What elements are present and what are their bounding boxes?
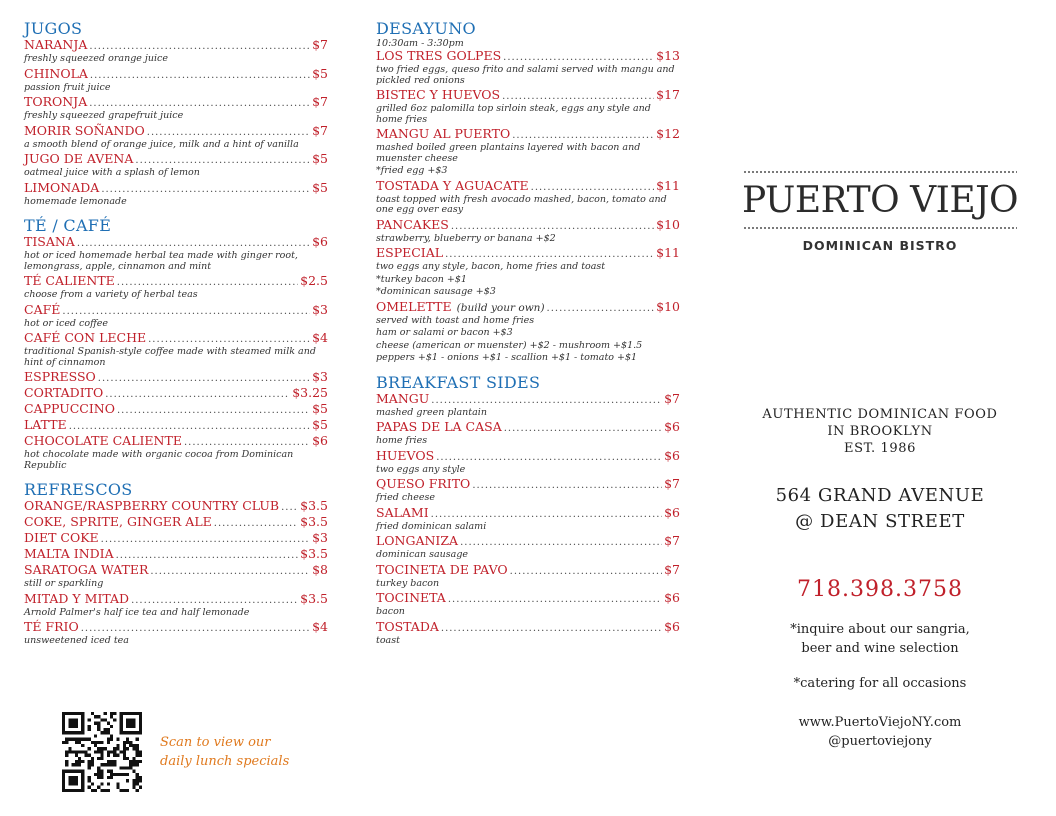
menu-item [376, 449, 680, 476]
dot-leader [184, 436, 310, 450]
item-price: $3 [312, 301, 328, 317]
menu-item [376, 420, 680, 447]
item-name: TOSTADA [376, 618, 439, 634]
menu-item [24, 67, 328, 94]
menu-item [24, 515, 328, 531]
dot-leader [148, 333, 310, 347]
dot-leader [116, 549, 299, 563]
item-description: served with toast and home fries [376, 314, 535, 326]
item-name: MITAD Y MITAD [24, 590, 130, 606]
item-price: $7 [312, 122, 328, 138]
menu-item [24, 95, 328, 122]
dot-leader [62, 305, 310, 319]
item-description: home fries [376, 435, 428, 446]
menu-item-row [24, 434, 328, 450]
dot-leader [502, 90, 654, 104]
menu-item [376, 88, 680, 125]
section-title: TÉ / CAFÉ [24, 216, 112, 235]
menu-item-row [376, 218, 680, 234]
menu-item [24, 235, 328, 272]
item-price: $6 [312, 234, 328, 249]
menu-item [376, 218, 680, 245]
dot-leader [445, 248, 654, 262]
menu-item [376, 179, 680, 216]
menu-item [376, 300, 680, 364]
menu-item-row [24, 181, 328, 197]
item-price: $4 [312, 619, 328, 634]
menu-item [24, 38, 328, 65]
item-description: traditional Spanish-style coffee made with steamed milk and hint of cinnamon [24, 346, 316, 368]
item-name: SARATOGA WATER [24, 562, 149, 577]
item-description: ham or salami or bacon +$3 [376, 327, 513, 338]
item-price: $11 [656, 177, 680, 193]
menu-item-row [376, 300, 680, 316]
item-price: $5 [312, 401, 328, 416]
tagline [730, 406, 1030, 457]
qr-caption-line: daily lunch specials [160, 754, 290, 769]
inquire-line: beer and wine selection [801, 641, 959, 656]
menu-item [24, 592, 328, 619]
item-name: OMELETTE [376, 298, 452, 314]
menu-item [24, 418, 328, 434]
menu-item [376, 246, 680, 298]
menu-item-row [24, 515, 328, 531]
item-name: CORTADITO [24, 385, 104, 400]
section-title: BREAKFAST SIDES [376, 372, 541, 392]
menu-item-row [24, 592, 328, 608]
item-price: $6 [664, 447, 680, 463]
menu-item-row [376, 449, 680, 465]
item-price: $3 [312, 369, 328, 384]
item-description: fried cheese [376, 492, 435, 503]
item-description: passion fruit juice [24, 81, 111, 93]
menu-item-row [376, 534, 680, 550]
item-name: PAPAS DE LA CASA [376, 419, 502, 434]
item-description: homemade lemonade [24, 195, 127, 207]
menu-item [376, 477, 680, 504]
menu-item-row [376, 591, 680, 607]
menu-item-row [24, 620, 328, 636]
item-name: TOCINETA [376, 590, 446, 605]
item-price: $7 [312, 37, 328, 52]
item-description: *dominican sausage +$3 [376, 286, 496, 297]
menu-item [24, 274, 328, 301]
item-description: mashed boiled green plantains layered with bacon and muenster cheese [376, 142, 641, 164]
menu-item-row [24, 38, 328, 54]
item-description: hot chocolate made with organic cocoa from Dominican Republic [24, 449, 294, 471]
item-name: NARANJA [24, 37, 88, 52]
menu-item-row [376, 620, 680, 636]
dot-leader [117, 276, 298, 290]
item-name: CHINOLA [24, 65, 88, 81]
address-line: @ DEAN STREET [795, 511, 965, 532]
dot-leader [77, 237, 310, 251]
menu-item-row [376, 563, 680, 579]
logo-subtitle: DOMINICAN BISTRO [802, 238, 958, 253]
menu-item [24, 124, 328, 151]
dot-leader [460, 536, 662, 550]
menu-item [24, 181, 328, 208]
menu-item-row [24, 370, 328, 386]
qr-code[interactable] [62, 712, 142, 792]
item-description: fried dominican salami [376, 520, 487, 532]
item-description: hot or iced coffee [24, 317, 109, 329]
menu-item [24, 152, 328, 179]
menu-item-row [376, 127, 680, 143]
menu-item [376, 127, 680, 177]
item-name: PANCAKES [376, 216, 449, 232]
inquire-line: *inquire about our sangria, [790, 622, 970, 637]
website-link[interactable]: www.PuertoViejoNY.com [798, 715, 962, 730]
inquire-note [730, 620, 1030, 658]
menu-item [24, 499, 328, 515]
item-price: $3.5 [300, 498, 328, 513]
menu-item [24, 547, 328, 563]
item-description: grilled 6oz palomilla top sirloin steak, eggs any style and home fries [376, 103, 651, 125]
item-name: CHOCOLATE CALIENTE [24, 433, 182, 448]
item-price: $7 [664, 390, 680, 406]
item-name: CAFÉ [24, 301, 61, 317]
item-price: $5 [312, 151, 328, 166]
item-price: $6 [664, 504, 680, 520]
item-name: MALTA INDIA [24, 546, 114, 561]
dot-leader [431, 394, 662, 408]
dot-leader [135, 154, 310, 168]
item-description: still or sparkling [24, 578, 104, 589]
item-price: $10 [656, 216, 680, 232]
dot-leader [503, 51, 654, 65]
menu-item-row [24, 331, 328, 347]
dot-leader [451, 220, 654, 234]
item-price: $7 [312, 94, 328, 109]
item-name: MANGU [376, 390, 430, 406]
menu-item-row [24, 124, 328, 140]
address [730, 483, 1030, 535]
item-price: $13 [656, 48, 680, 63]
dot-leader [89, 40, 310, 54]
dot-leader [89, 97, 310, 111]
item-description: hot or iced homemade herbal tea made with ginger root, lemongrass, apple, cinnamon and mint [24, 250, 298, 272]
menu-item-row [24, 386, 328, 402]
menu-column-left [24, 20, 328, 657]
restaurant-logo [730, 170, 1030, 253]
item-description: two eggs any style [376, 463, 466, 475]
item-name: QUESO FRITO [376, 476, 471, 491]
menu-item [376, 392, 680, 419]
tagline-line: EST. 1986 [844, 441, 916, 456]
menu-item [376, 534, 680, 561]
item-name: TÉ CALIENTE [24, 273, 115, 288]
item-description: freshly squeezed orange juice [24, 53, 168, 64]
item-description: *turkey bacon +$1 [376, 273, 467, 285]
item-name: TÉ FRIO [24, 619, 79, 634]
menu-item-row [24, 563, 328, 579]
item-name: CAPPUCCINO [24, 401, 115, 416]
item-description: cheese (american or muenster) +$2 - mushroom +$1.5 [376, 339, 643, 351]
item-description: Arnold Palmer's half ice tea and half lemonade [24, 606, 250, 618]
dot-leader [472, 479, 662, 493]
menu-column-middle [376, 20, 680, 656]
item-description: unsweetened iced tea [24, 635, 129, 646]
dot-leader [431, 508, 662, 522]
menu-item [24, 370, 328, 386]
menu-item [24, 563, 328, 590]
dot-leader [531, 181, 655, 195]
dot-leader [90, 69, 310, 83]
item-price: $4 [312, 330, 328, 345]
contact-links [730, 713, 1030, 751]
logo-wordmark: PUERTO VIEJO [741, 180, 1019, 221]
dot-leader [547, 302, 655, 316]
item-description: freshly squeezed grapefruit juice [24, 110, 184, 121]
brand-column [730, 20, 1030, 751]
item-name: BISTEC Y HUEVOS [376, 87, 501, 102]
item-description: oatmeal juice with a splash of lemon [24, 167, 200, 178]
item-price: $3.25 [292, 385, 328, 400]
item-price: $6 [312, 433, 328, 448]
qr-caption-line: Scan to view our [160, 735, 271, 750]
item-description: *fried egg +$3 [376, 165, 448, 176]
item-price: $17 [656, 87, 680, 102]
item-name: ORANGE/RASPBERRY COUNTRY CLUB [24, 498, 280, 513]
item-description: peppers +$1 - onions +$1 - scallion +$1 - tomato +$1 [376, 352, 638, 363]
logo-bottom-rule [743, 226, 1017, 230]
item-name: MANGU AL PUERTO [376, 126, 511, 141]
dot-leader [105, 388, 290, 402]
item-description: two eggs any style, bacon, home fries and toast [376, 261, 606, 272]
menu-item-row [376, 477, 680, 493]
item-description: choose from a variety of herbal teas [24, 289, 198, 300]
dot-leader [98, 372, 310, 386]
item-description: bacon [376, 606, 405, 617]
item-name: TISANA [24, 234, 75, 249]
tagline-line: AUTHENTIC DOMINICAN FOOD [762, 407, 998, 422]
menu-item [376, 591, 680, 618]
menu-item [24, 620, 328, 647]
item-price: $6 [664, 590, 680, 605]
item-price: $2.5 [300, 273, 328, 288]
dot-leader [512, 129, 654, 143]
menu-item [24, 386, 328, 402]
item-description: two fried eggs, queso frito and salami served with mangu and pickled red onions [376, 64, 675, 86]
item-name: SALAMI [376, 504, 429, 520]
item-description: a smooth blend of orange juice, milk and a hint of vanilla [24, 138, 299, 150]
item-description: toast [376, 634, 400, 646]
item-name: COKE, SPRITE, GINGER ALE [24, 514, 212, 529]
dot-leader [131, 594, 298, 608]
menu-item-row [376, 506, 680, 522]
item-name: LATTE [24, 417, 67, 432]
section-title: DESAYUNO [376, 19, 476, 38]
item-description: strawberry, blueberry or banana +$2 [376, 232, 556, 244]
menu-section [24, 481, 328, 647]
menu-item-row [24, 531, 328, 547]
item-price: $6 [664, 419, 680, 434]
dot-leader [504, 422, 662, 436]
social-handle[interactable]: @puertoviejony [828, 734, 932, 749]
menu-item-row [376, 420, 680, 436]
item-price: $10 [656, 298, 680, 314]
item-description: mashed green plantain [376, 406, 487, 418]
item-description: dominican sausage [376, 549, 469, 560]
menu-item-row [376, 392, 680, 408]
dot-leader [150, 565, 310, 579]
menu-item [24, 331, 328, 368]
menu-item [376, 620, 680, 647]
item-name: TOCINETA DE PAVO [376, 561, 508, 577]
tagline-line: IN BROOKLYN [827, 424, 933, 439]
menu-item [24, 402, 328, 418]
menu-item-row [24, 303, 328, 319]
item-name: DIET COKE [24, 530, 99, 545]
dot-leader [69, 420, 310, 434]
dot-leader [510, 565, 662, 579]
item-name: LONGANIZA [376, 533, 459, 548]
item-name: JUGO DE AVENA [24, 151, 134, 166]
menu-item [376, 49, 680, 86]
item-description: turkey bacon [376, 577, 440, 589]
item-price: $7 [664, 476, 680, 491]
menu-item-row [376, 246, 680, 262]
item-name: LIMONADA [24, 179, 100, 195]
dot-leader [101, 183, 310, 197]
item-name: TORONJA [24, 94, 88, 109]
item-price: $3.5 [300, 514, 328, 529]
menu-section [24, 20, 328, 207]
menu-section [376, 374, 680, 647]
item-price: $3.5 [300, 590, 328, 606]
menu-item [24, 434, 328, 471]
phone-number[interactable]: 718.398.3758 [797, 577, 963, 602]
menu-item-row [24, 499, 328, 515]
item-name: CAFÉ CON LECHE [24, 330, 147, 345]
item-price: $12 [656, 126, 680, 141]
menu-item [24, 531, 328, 547]
menu-item-row [24, 418, 328, 434]
item-price: $5 [312, 417, 328, 432]
menu-item-row [24, 67, 328, 83]
dot-leader [81, 622, 310, 636]
item-price: $7 [664, 561, 680, 577]
menu-item-row [376, 179, 680, 195]
catering-note: *catering for all occasions [793, 676, 967, 691]
menu-item-row [376, 88, 680, 104]
menu-item [376, 563, 680, 590]
item-price: $8 [312, 562, 328, 577]
menu-item-row [24, 402, 328, 418]
item-price: $5 [312, 65, 328, 81]
item-price: $3.5 [300, 546, 328, 561]
menu-item [376, 506, 680, 533]
dot-leader [436, 451, 662, 465]
item-note: (build your own) [456, 301, 545, 314]
menu-item-row [24, 152, 328, 168]
dot-leader [448, 593, 662, 607]
item-name: HUEVOS [376, 447, 435, 463]
menu-item-row [24, 95, 328, 111]
item-name: TOSTADA Y AGUACATE [376, 177, 529, 193]
dot-leader [441, 622, 662, 636]
section-title: JUGOS [24, 19, 83, 38]
menu-item-row [376, 49, 680, 65]
dot-leader [281, 501, 298, 515]
menu-item-row [24, 235, 328, 251]
menu-section [24, 217, 328, 471]
qr-caption [160, 733, 330, 771]
item-name: MORIR SOÑANDO [24, 122, 145, 138]
menu-item-row [24, 547, 328, 563]
section-hours: 10:30am - 3:30pm [376, 38, 464, 49]
menu-item [24, 303, 328, 330]
menu-item-row [24, 274, 328, 290]
item-price: $6 [664, 618, 680, 634]
logo-top-rule [743, 170, 1017, 174]
dot-leader [101, 533, 310, 547]
item-name: ESPRESSO [24, 369, 96, 384]
item-name: ESPECIAL [376, 245, 444, 260]
dot-leader [214, 517, 298, 531]
dot-leader [147, 126, 310, 140]
dot-leader [117, 404, 310, 418]
menu-section [376, 20, 680, 364]
section-title: REFRESCOS [24, 480, 133, 499]
item-price: $7 [664, 533, 680, 548]
address-line: 564 GRAND AVENUE [775, 485, 985, 506]
item-name: LOS TRES GOLPES [376, 48, 502, 63]
item-price: $3 [312, 530, 328, 545]
item-description: toast topped with fresh avocado mashed, bacon, tomato and one egg over easy [376, 193, 667, 215]
item-price: $11 [656, 245, 680, 260]
item-price: $5 [312, 179, 328, 195]
